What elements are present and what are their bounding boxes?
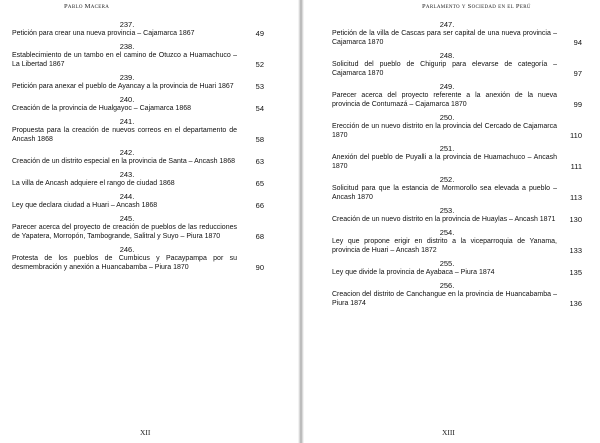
entry-page: 53 (255, 82, 264, 91)
entry-title: Petición para anexar el pueblo de Ayancay a la provincia de Huari 1867 (12, 83, 234, 90)
entry-number: 252. (439, 175, 455, 184)
toc-entry (332, 281, 582, 308)
toc-entry (12, 42, 264, 69)
toc-entry (332, 144, 582, 171)
entry-number: 247. (439, 20, 455, 29)
entry-number: 244. (119, 192, 135, 201)
toc-list (332, 20, 582, 312)
entry-title: Solicitud para que la estancia de Mormorollo sea elevada a pueblo – Ancash 1870 (332, 185, 557, 201)
toc-entry (332, 228, 582, 255)
toc-entry (12, 148, 264, 166)
entry-number: 248. (439, 51, 455, 60)
entry-page: 58 (255, 135, 264, 144)
entry-title: Ley que declara ciudad a Huari – Ancash 1868 (12, 202, 158, 209)
entry-title: La villa de Ancash adquiere el rango de ciudad 1868 (12, 180, 175, 187)
entry-number: 251. (439, 144, 455, 153)
entry-number: 255. (439, 259, 455, 268)
toc-entry (12, 95, 264, 113)
entry-title: Parecer acerca del proyecto referente a la anexión de la nueva provincia de Contumazá – Cajamarca 1870 (332, 92, 557, 108)
entry-page: 66 (255, 201, 264, 210)
page-folio: XIII (442, 428, 455, 437)
toc-entry (12, 170, 264, 188)
entry-page: 135 (569, 268, 582, 277)
toc-entry (12, 20, 264, 38)
toc-entry (12, 192, 264, 210)
entry-title: Parecer acerca del proyecto de creación de pueblos de las reducciones de Yapatera, Morropón, Tambogrande, Salitral y Suyo – Piura 1870 (12, 224, 237, 240)
entry-number: 237. (119, 20, 135, 29)
right-page (302, 0, 600, 443)
entry-title: Petición de la villa de Cascas para ser capital de una nueva provincia – Cajamarca 1870 (332, 30, 557, 46)
toc-list (12, 20, 264, 276)
entry-number: 256. (439, 281, 455, 290)
entry-title: Petición para crear una nueva provincia – Cajamarca 1867 (12, 30, 195, 37)
entry-title: Protesta de los pueblos de Cumbicus y Pacaypampa por su desmembración y anexión a Huancabamba – Piura 1870 (12, 255, 237, 271)
entry-number: 239. (119, 73, 135, 82)
toc-entry (332, 206, 582, 224)
entry-number: 241. (119, 117, 135, 126)
entry-page: 136 (569, 299, 582, 308)
entry-title: Creación de un distrito especial en la provincia de Santa – Ancash 1868 (12, 158, 235, 165)
toc-entry (12, 73, 264, 91)
entry-number: 238. (119, 42, 135, 51)
toc-entry (12, 117, 264, 144)
entry-page: 110 (570, 131, 582, 140)
entry-page: 52 (255, 60, 264, 69)
entry-page: 94 (573, 38, 582, 47)
entry-page: 65 (255, 179, 264, 188)
entry-number: 245. (119, 214, 135, 223)
running-head: Pablo Macera (64, 3, 110, 10)
entry-number: 240. (119, 95, 135, 104)
entry-title: Ley que propone erigir en distrito a la viceparroquia de Yanama, provincia de Huari – Ancash 1872 (332, 238, 557, 254)
entry-number: 242. (119, 148, 135, 157)
toc-entry (332, 20, 582, 47)
toc-entry (12, 245, 264, 272)
page-folio: XII (140, 428, 151, 437)
entry-title: Solicitud del pueblo de Chigurip para elevarse de categoría – Cajamarca 1870 (332, 61, 557, 77)
entry-page: 130 (569, 215, 582, 224)
entry-title: Erección de un nuevo distrito en la provincia del Cercado de Cajamarca 1870 (332, 123, 557, 139)
toc-entry (332, 51, 582, 78)
toc-entry (12, 214, 264, 241)
running-head: Parlamento y Sociedad en el Perú (422, 3, 531, 10)
entry-number: 250. (439, 113, 455, 122)
entry-number: 249. (439, 82, 455, 91)
entry-number: 243. (119, 170, 135, 179)
entry-number: 254. (439, 228, 455, 237)
entry-title: Ley que divide la provincia de Ayabaca – Piura 1874 (332, 269, 495, 276)
toc-entry (332, 259, 582, 277)
entry-page: 68 (255, 232, 264, 241)
entry-number: 246. (119, 245, 135, 254)
entry-page: 111 (570, 162, 582, 171)
toc-entry (332, 175, 582, 202)
entry-title: Anexión del pueblo de Puyalli a la provincia de Huamachuco – Ancash 1870 (332, 154, 557, 170)
entry-page: 133 (569, 246, 582, 255)
entry-page: 113 (570, 193, 582, 202)
entry-title: Establecimiento de un tambo en el camino de Otuzco a Huamachuco – La Libertad 1867 (12, 52, 237, 68)
entry-page: 49 (255, 29, 264, 38)
entry-page: 99 (573, 100, 582, 109)
toc-entry (332, 82, 582, 109)
toc-entry (332, 113, 582, 140)
entry-page: 90 (255, 263, 264, 272)
entry-page: 63 (255, 157, 264, 166)
entry-title: Creación de un nuevo distrito en la provincia de Huaylas – Ancash 1871 (332, 216, 556, 223)
entry-page: 54 (255, 104, 264, 113)
entry-title: Creacion del distrito de Canchangue en la provincia de Huancabamba – Piura 1874 (332, 291, 557, 307)
entry-title: Propuesta para la creación de nuevos correos en el departamento de Ancash 1868 (12, 127, 237, 143)
entry-title: Creación de la provincia de Hualgayoc – Cajamarca 1868 (12, 105, 191, 112)
entry-page: 97 (573, 69, 582, 78)
entry-number: 253. (439, 206, 455, 215)
